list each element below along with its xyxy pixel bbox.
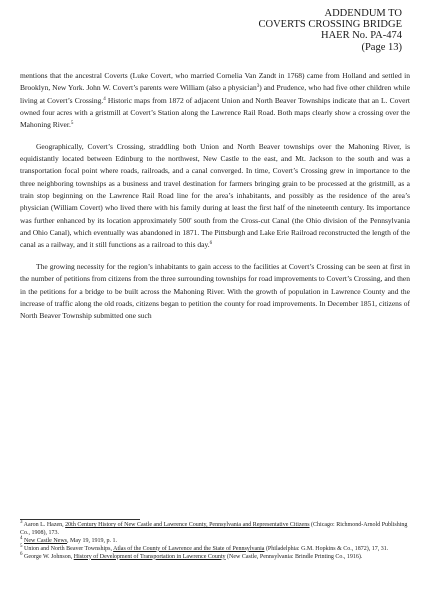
footnote-title: New Castle News xyxy=(24,537,67,544)
footnote-text: (New Castle, Pennsylvania: Brindle Printing Co., 1916). xyxy=(225,553,363,560)
footnote-number: 4 xyxy=(20,535,23,541)
paragraph-text: ) and Prudence, who had five other children while living at Covert’s Crossing. xyxy=(20,83,410,105)
document-body xyxy=(20,70,410,323)
footnote-title: 20th Century History of New Castle and Lawrence County, Pennsylvania and Representative Citizens xyxy=(65,522,310,528)
paragraph-petitions: The growing necessity for the region’s inhabitants to gain access to the facilities at Covert’s Crossing can be seen at first in the number of petitions from citizens from the three surrounding townships for road improvements to Covert’s Crossing, and then in the petitions for a bridge to be built across the Mahoning River. With the growth of population in Lawrence County and the increase of traffic along the old roads, citizens began to petition the county for road improvements. In December 1851, citizens of North Beaver Township submitted one such xyxy=(20,261,410,321)
footnote-6 xyxy=(20,551,410,562)
footnote-title: History of Development of Transportation in Lawrence County xyxy=(73,553,226,560)
footnote-4 xyxy=(20,535,410,546)
footnote-number: 3 xyxy=(20,520,23,525)
footnote-5 xyxy=(20,543,410,554)
header-bridge-name: COVERTS CROSSING BRIDGE xyxy=(258,19,402,31)
footnote-marker: 3 xyxy=(256,84,260,90)
header-haer-number: HAER No. PA-474 xyxy=(321,30,402,42)
paragraph-geography xyxy=(20,141,410,252)
footnote-3 xyxy=(20,522,410,538)
footnote-title: Atlas of the County of Lawrence and the State of Pennsylvania xyxy=(113,545,265,552)
footnote-marker: 5 xyxy=(70,121,74,127)
footnote-text: Aaron L. Hazen, xyxy=(22,522,66,528)
footnote-text: (Chicago: Richmond-Arnold Publishing Co., 1908), 173. xyxy=(20,522,408,536)
footnote-text: Union and North Beaver Townships, xyxy=(22,545,114,552)
paragraph-covert-family xyxy=(20,70,410,132)
footnote-marker: 6 xyxy=(209,241,213,247)
document-header xyxy=(202,8,402,53)
footnote-text: , May 19, 1919, p. 1. xyxy=(67,537,117,544)
paragraph-text: mentions that the ancestral Coverts (Luke Covert, who married Cornelia Van Zandt in 1768) came from Holland and settled in Brooklyn, New York. John W. Covert’s parents were William (also a physician xyxy=(20,71,410,93)
header-page-number: (Page 13) xyxy=(361,41,402,53)
footnote-number: 6 xyxy=(20,551,23,557)
header-addendum: ADDENDUM TO xyxy=(324,8,402,19)
footnote-text: (Philadelphia: G.M. Hopkins & Co., 1872), 17, 31. xyxy=(264,545,389,552)
footnote-marker: 4 xyxy=(103,96,106,102)
footnote-divider xyxy=(20,519,140,520)
paragraph-text: Historic maps from 1872 of adjacent Union and North Beaver Townships indicate that an L. Covert owned four acres with a gristmill at Covert’s Station along the Lawrence Rail Road. Both maps clearly show a crossing over the Mahoning River. xyxy=(20,95,411,130)
footnotes-section xyxy=(20,522,410,562)
paragraph-text: Geographically, Covert’s Crossing, straddling both Union and North Beaver townships over the Mahoning River, is equidistantly located between Edinburg to the northwest, New Castle to the east, and Mt. Jackson to the south and was a transportation focal point where roads, railroads, and a canal converged. In time, Covert’s Crossing grew in importance to the three neighboring townships as a business and travel destination for farmers bringing grain to be processed at the gristmill, as a train stop beginning on the Lawrence Rail Road line for the area’s inhabitants, and possibly as the residence of the area’s physician (William Covert) who lived there with his family during at least the first half of the nineteenth century. Its importance was further enhanced by its location approximately 500' south from the Cross-cut Canal (the Ohio division of the Pennsylvania and Ohio Canal), which eventually was abandoned in 1871. The Pittsburgh and Lake Erie Railroad reconstructed the length of the canal as a railway, and it still functions as a railroad to this day. xyxy=(20,141,410,250)
footnote-text: George W. Johnson, xyxy=(22,553,74,560)
footnote-number: 5 xyxy=(20,543,23,549)
